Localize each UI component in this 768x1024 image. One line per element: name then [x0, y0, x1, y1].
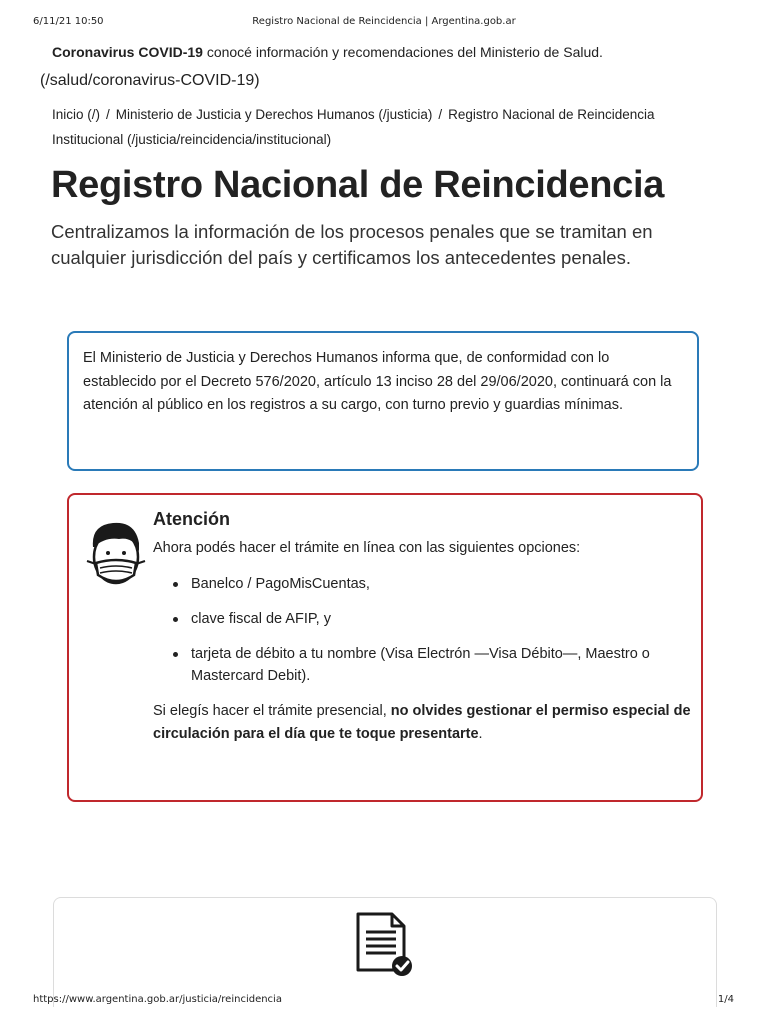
alert-title: Atención — [153, 509, 231, 529]
attention-alert-box — [67, 493, 703, 802]
info-notice-text: El Ministerio de Justicia y Derechos Humanos informa que, de conformidad con lo establecido por el Decreto 576/2020, artículo 13 inciso 28 del 29/06/2020, continuará con la atención al público en los registros a su cargo, con turno previo y guardias mínimas. — [83, 350, 672, 413]
alert-outro-end: . — [478, 726, 483, 742]
print-date: 6/11/21 10:50 — [33, 16, 104, 27]
alert-body — [153, 507, 693, 746]
masked-person-icon — [83, 517, 149, 589]
breadcrumb-item-institucional[interactable]: Institucional (/justicia/reincidencia/institucional) — [52, 132, 332, 147]
print-url: https://www.argentina.gob.ar/justicia/reincidencia — [33, 994, 282, 1005]
service-card[interactable] — [53, 897, 717, 1007]
covid-banner — [52, 44, 603, 60]
page-title: Registro Nacional de Reincidencia — [51, 164, 665, 206]
breadcrumb-item-current: Registro Nacional de Reincidencia — [448, 107, 655, 122]
breadcrumb-item-inicio[interactable]: Inicio (/) — [52, 107, 101, 122]
print-header — [0, 16, 768, 30]
alert-outro — [153, 700, 693, 746]
alert-outro-bold: no olvides gestionar el permiso especial de circulación para el día que te toque presentarte — [153, 703, 691, 742]
covid-banner-text: conocé información y recomendaciones del Ministerio de Salud. — [206, 44, 603, 60]
breadcrumb-item-justicia[interactable]: Ministerio de Justicia y Derechos Humanos (/justicia) — [115, 107, 433, 122]
info-notice-box — [67, 331, 699, 471]
payment-options-list — [153, 573, 693, 687]
breadcrumb-separator: / — [106, 107, 110, 122]
covid-banner-bold[interactable]: Coronavirus COVID-19 — [52, 44, 203, 60]
document-check-icon — [354, 910, 416, 978]
alert-intro: Ahora podés hacer el trámite en línea con las siguientes opciones: — [153, 540, 581, 556]
list-item: clave fiscal de AFIP, y — [173, 608, 693, 630]
breadcrumb-separator: / — [438, 107, 443, 122]
alert-outro-text: Si elegís hacer el trámite presencial, — [153, 703, 387, 719]
page-lead: Centralizamos la información de los procesos penales que se tramitan en cualquier jurisdicción del país y certificamos los antecedentes penales. — [51, 221, 653, 268]
breadcrumb — [52, 102, 732, 152]
covid-banner-link[interactable]: (/salud/coronavirus-COVID-19) — [40, 72, 260, 89]
list-item: tarjeta de débito a tu nombre (Visa Electrón —Visa Débito—, Maestro o Mastercard Debit). — [173, 643, 693, 687]
print-title: Registro Nacional de Reincidencia | Argentina.gob.ar — [252, 16, 516, 27]
list-item: Banelco / PagoMisCuentas, — [173, 573, 693, 595]
print-footer — [0, 994, 768, 1008]
print-page-number: 1/4 — [717, 994, 734, 1005]
